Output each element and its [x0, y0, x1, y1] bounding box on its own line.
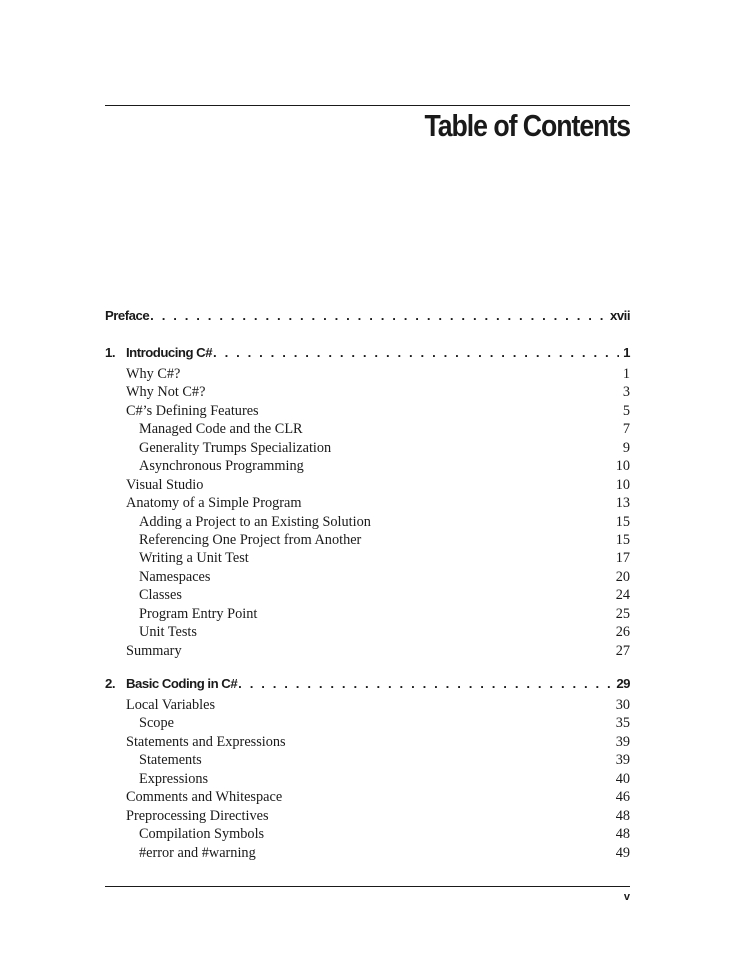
- toc-entry-page: 39: [615, 752, 630, 769]
- toc-entry[interactable]: [105, 365, 630, 383]
- toc-entry-page: 3: [622, 384, 630, 401]
- toc-entry-label: Preprocessing Directives: [126, 807, 269, 824]
- toc-entry-label: C#’s Defining Features: [126, 402, 259, 419]
- toc-chapter-row[interactable]: [105, 341, 630, 365]
- toc-entry[interactable]: [105, 807, 630, 825]
- toc-entry[interactable]: [105, 402, 630, 420]
- toc-entry-page: 40: [615, 770, 630, 787]
- toc-entry-label: #error and #warning: [139, 844, 256, 861]
- dot-leader: [213, 341, 619, 365]
- toc-entry-page: 1: [622, 366, 630, 382]
- chapter-title: Basic Coding in C#: [126, 676, 238, 691]
- toc-entry-label: Anatomy of a Simple Program: [126, 495, 302, 512]
- toc-entry[interactable]: [105, 513, 630, 531]
- toc-entry-page: 13: [615, 495, 630, 512]
- toc-chapter-row[interactable]: [105, 672, 630, 696]
- chapter-page: 29: [616, 676, 630, 691]
- toc-entry-page: 17: [615, 550, 630, 567]
- toc-entry-page: 20: [615, 568, 630, 585]
- toc-entry-page: 39: [615, 733, 630, 750]
- toc-entry-label: Generality Trumps Specialization: [139, 439, 332, 456]
- toc-entry-label: Scope: [139, 715, 174, 732]
- chapter-gap: [105, 660, 630, 672]
- toc-entry[interactable]: [105, 714, 630, 732]
- toc-entry-page: 15: [615, 513, 630, 530]
- toc-entry[interactable]: [105, 457, 630, 475]
- toc-entry[interactable]: [105, 642, 630, 660]
- chapter-number: 1.: [105, 345, 115, 360]
- toc-entry[interactable]: [105, 476, 630, 494]
- toc-entry-label: Expressions: [139, 770, 209, 787]
- toc-entry-label: Program Entry Point: [139, 605, 258, 622]
- toc-entry-label: Summary: [126, 642, 182, 659]
- page-title: Table of Contents: [424, 108, 630, 143]
- page-folio: v: [623, 891, 630, 903]
- dot-leader: [150, 304, 606, 328]
- toc-entry[interactable]: [105, 439, 630, 457]
- toc-preface-page: xvii: [610, 308, 630, 323]
- toc-entry-label: Visual Studio: [126, 476, 204, 493]
- toc-entry[interactable]: [105, 586, 630, 604]
- toc-entry-page: 49: [615, 844, 630, 861]
- toc-entry-page: 24: [615, 587, 630, 604]
- toc-entry-page: 10: [615, 476, 630, 493]
- toc-entry-label: Adding a Project to an Existing Solution: [139, 513, 371, 530]
- toc-entry[interactable]: [105, 825, 630, 843]
- toc-entry-page: 26: [615, 624, 630, 641]
- toc-entry-label: Writing a Unit Test: [139, 550, 249, 567]
- toc-entry[interactable]: [105, 549, 630, 567]
- toc-entry-label: Local Variables: [126, 697, 216, 713]
- toc-entry-page: 15: [615, 531, 630, 548]
- chapter-title: Introducing C#: [126, 345, 213, 360]
- dot-leader: [238, 672, 612, 696]
- toc-entry[interactable]: [105, 623, 630, 641]
- toc-entry-page: 27: [615, 642, 630, 659]
- toc-entry-page: 7: [622, 421, 630, 438]
- toc-entry-label: Managed Code and the CLR: [139, 421, 303, 438]
- toc-entry[interactable]: [105, 751, 630, 769]
- chapter-gap: [105, 328, 630, 341]
- bottom-rule: [105, 886, 630, 887]
- toc-entry-page: 48: [615, 826, 630, 843]
- toc-entry-label: Unit Tests: [139, 624, 197, 641]
- toc-entry-page: 25: [615, 605, 630, 622]
- table-of-contents: [105, 304, 630, 862]
- toc-entry-page: 9: [622, 439, 630, 456]
- toc-entry-label: Why C#?: [126, 366, 181, 382]
- toc-entry-label: Comments and Whitespace: [126, 789, 283, 806]
- toc-chapters: [105, 328, 630, 862]
- toc-entry[interactable]: [105, 696, 630, 714]
- toc-preface-label: Preface: [105, 308, 150, 323]
- toc-entry-label: Statements: [139, 752, 202, 769]
- toc-entry[interactable]: [105, 844, 630, 862]
- toc-entry[interactable]: [105, 568, 630, 586]
- toc-entry-page: 30: [615, 697, 630, 713]
- toc-entry-label: Statements and Expressions: [126, 733, 286, 750]
- toc-entry[interactable]: [105, 420, 630, 438]
- toc-entry-page: 48: [615, 807, 630, 824]
- toc-entry[interactable]: [105, 605, 630, 623]
- toc-entry[interactable]: [105, 770, 630, 788]
- toc-entry[interactable]: [105, 494, 630, 512]
- toc-entry-label: Asynchronous Programming: [139, 458, 304, 475]
- toc-entry-page: 46: [615, 789, 630, 806]
- chapter-page: 1: [623, 345, 630, 360]
- toc-entry-label: Compilation Symbols: [139, 826, 265, 843]
- chapter-number: 2.: [105, 676, 115, 691]
- toc-entry[interactable]: [105, 531, 630, 549]
- toc-entry-label: Classes: [139, 587, 182, 604]
- toc-entry[interactable]: [105, 383, 630, 401]
- toc-entry-label: Namespaces: [139, 568, 211, 585]
- toc-entry-page: 10: [615, 458, 630, 475]
- toc-entry[interactable]: [105, 788, 630, 806]
- toc-entry-label: Referencing One Project from Another: [139, 531, 362, 548]
- toc-entry-page: 5: [622, 402, 630, 419]
- toc-entry-page: 35: [615, 715, 630, 732]
- toc-entry-label: Why Not C#?: [126, 384, 206, 401]
- toc-entry[interactable]: [105, 733, 630, 751]
- toc-preface-row[interactable]: [105, 304, 630, 328]
